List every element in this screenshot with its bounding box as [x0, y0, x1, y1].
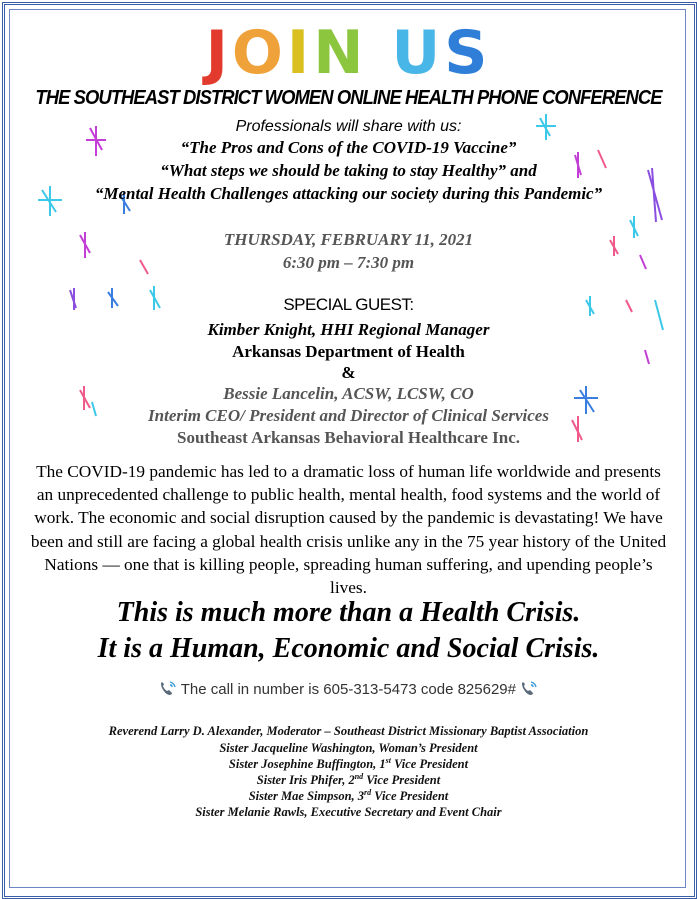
signatory-moderator: Reverend Larry D. Alexander, Moderator – Southeast District Missionary Baptist Association	[108, 724, 589, 738]
topic-2: “What steps we should be taking to stay Healthy” and	[160, 161, 537, 180]
event-time: 6:30 pm – 7:30 pm	[282, 253, 415, 272]
guest1-name: Kimber Knight, HHI Regional Manager	[207, 320, 490, 339]
signatory-vp1: Sister Josephine Buffington, 1st Vice President	[228, 755, 469, 771]
guest2-org: Southeast Arkansas Behavioral Healthcare Inc.	[176, 428, 520, 447]
conference-title: THE SOUTHEAST DISTRICT WOMEN ONLINE HEALTH PHONE CONFERENCE	[35, 87, 662, 109]
banner-letter: I	[286, 18, 314, 88]
signatory-vp2: Sister Iris Phifer, 2nd Vice President	[256, 771, 441, 787]
signatory-secretary: Sister Melanie Rawls, Executive Secretary and Event Chair	[195, 805, 502, 819]
banner-letter: N	[313, 18, 368, 88]
signatory-president: Sister Jacqueline Washington, Woman’s President	[219, 741, 478, 755]
banner-letter: S	[444, 18, 492, 88]
guest2-name: Bessie Lancelin, ACSW, LCSW, CO	[223, 384, 474, 403]
banner-letter: J	[205, 18, 232, 88]
phone-icon	[520, 680, 538, 696]
banner-letter: O	[231, 18, 287, 88]
headline-1: This is much more than a Health Crisis.	[116, 597, 581, 628]
call-in-line	[0, 680, 697, 698]
ampersand: &	[341, 363, 356, 382]
call-in-number: The call in number is 605-313-5473 code 825629#	[180, 681, 516, 698]
body-paragraph: The COVID-19 pandemic has led to a dramatic loss of human life worldwide and presents an unprecedented challenge to public health, mental health, food systems and the world of work. The economic and social disruption caused by the pandemic is devastating! We have been and still are facing a global health crisis unlike any in the 75 year history of the United Nations — one that is killing people, spreading human suffering, and upending people’s lives.	[30, 462, 667, 598]
special-guest-heading: SPECIAL GUEST:	[283, 295, 414, 314]
event-date: THURSDAY, FEBRUARY 11, 2021	[223, 230, 474, 249]
signatory-vp3: Sister Mae Simpson, 3rd Vice President	[248, 787, 449, 803]
phone-icon	[159, 680, 177, 696]
topic-1: “The Pros and Cons of the COVID-19 Vaccine”	[180, 138, 517, 157]
join-us-banner	[0, 18, 697, 88]
topic-3: “Mental Health Challenges attacking our society during this Pandemic”	[94, 184, 603, 203]
intro-text: Professionals will share with us:	[235, 118, 462, 135]
banner-letter: U	[391, 18, 445, 88]
guest1-org: Arkansas Department of Health	[232, 342, 465, 361]
headline-2: It is a Human, Economic and Social Crisis.	[97, 633, 600, 664]
guest2-role: Interim CEO/ President and Director of Clinical Services	[148, 406, 549, 425]
